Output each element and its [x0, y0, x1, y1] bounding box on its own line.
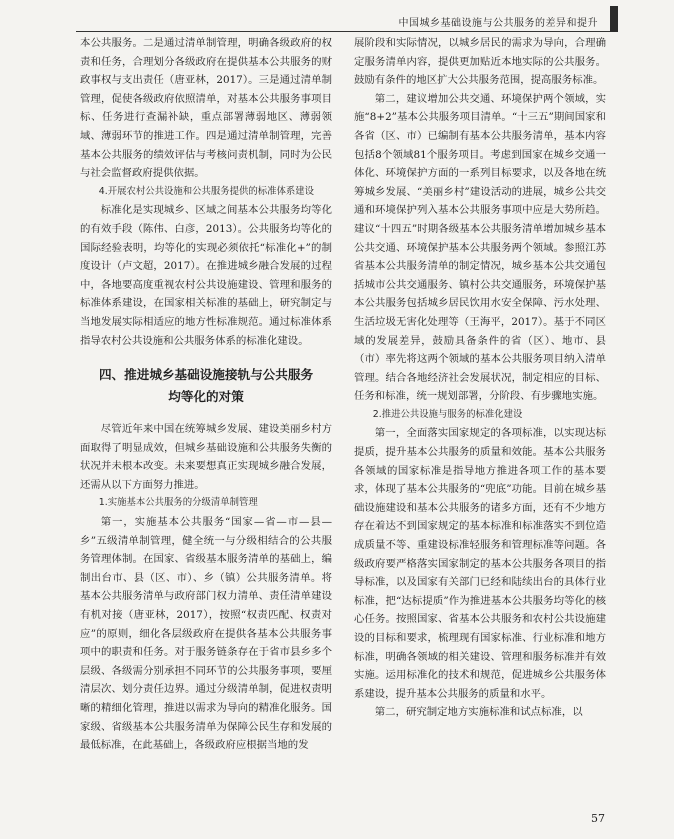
- right-column: [354, 34, 606, 722]
- section-heading-line: 均等化的对策: [168, 389, 244, 405]
- header-edge-tab: [610, 6, 618, 32]
- paragraph: 第一，实施基本公共服务“国家—省—市—县—乡”五级清单制管理，健全统一与分级相结合的公共服务管理体制。在国家、省级基本服务清单的基础上，编制出台市、县（区、市）、乡（镇）公共服务清单。将基本公共服务清单与政府部门权力清单、责任清单建设有机对接（唐亚林，2017），按照“权责匹配、权责对应”的原则，细化各层级政府在提供各基本公共服务事项中的职责和任务。对于服务链条存在于省市县乡多个层级、各级需分别承担不同环节的公共服务事项，要厘清层次、划分责任边界。通过分级清单制，促进权责明晰的精细化管理，推进以需求为导向的精准化服务。国家级、省级基本公共服务清单为保障公民生存和发展的最低标准，在此基础上，各级政府应根据当地的发: [80, 516, 332, 752]
- paragraph: 标准化是实现城乡、区域之间基本公共服务均等化的有效手段（陈伟、白彦，2013）。公共服务均等化的国际经验表明，均等化的实现必须依托“标准化+”的制度设计（卢文超，2017）。在推进城乡融合发展的过程中，各地要高度重视农村公共设施建设、管理和服务的标准体系建设，在国家相关标准的基础上，研究制定与当地发展实际相适应的地方性标准规范。通过标准体系指导农村公共设施和公共服务体系的标准化建设。: [80, 204, 332, 347]
- paragraph: 本公共服务。二是通过清单制管理，明确各级政府的权责和任务，合理划分各级政府在提供基本公共服务的财政事权与支出责任（唐亚林，2017）。三是通过清单制管理，促使各级政府依照清单，对基本公共服务事项目标、任务进行查漏补缺，重点部署薄弱地区、薄弱领域、薄弱环节的推进工作。四是通过清单制管理，完善基本公共服务的绩效评估与考核问责机制，同时为公民与社会监督政府提供依据。: [80, 37, 332, 180]
- section-heading-line: 四、推进城乡基础设施接轨与公共服务: [98, 367, 314, 383]
- section-heading: [80, 364, 332, 408]
- paragraph: 尽管近年来中国在统筹城乡发展、建设美丽乡村方面取得了明显成效，但城乡基础设施和公共服务失衡的状况并未根本改变。未来要想真正实现城乡融合发展，还需从以下方面努力推进。: [80, 423, 332, 491]
- left-column: [80, 34, 332, 755]
- subsection-heading: 2.推进公共设施与服务的标准化建设: [372, 408, 523, 420]
- page-number: 57: [591, 812, 605, 825]
- running-header: [76, 6, 610, 32]
- subsection-heading: 4.开展农村公共设施和公共服务提供的标准体系建设: [98, 185, 314, 197]
- paragraph: 第二，研究制定地方实施标准和试点标准，以: [374, 706, 583, 719]
- running-header-title: 中国城乡基础设施与公共服务的差异和提升: [398, 18, 598, 29]
- subsection-heading: 1.实施基本公共服务的分级清单制管理: [98, 497, 258, 509]
- paragraph: 第一，全面落实国家规定的各项标准，以实现达标提质，提升基本公共服务的质量和效能。基本公共服务各领域的国家标准是指导地方推进各项工作的基本要求，体现了基本公共服务的“兜底”功能。目前在城乡基础设施建设和基本公共服务的诸多方面，还有不少地方存在着达不到国家规定的基本标准和标准落实不到位造成质量不等、重建设标准轻服务和管理标准等问题。各级政府要严格落实国家制定的基本公共服务各项目的指导标准，以及国家有关部门已经和陆续出台的具体行业标准，把“达标提质”作为推进基本公共服务均等化的核心任务。按照国家、省基本公共服务和农村公共设施建设的目标和要求，梳理现有国家标准、行业标准和地方标准，明确各领域的相关建设、管理和服务标准并有效实施。运用标准化的技术和规范，促进城乡公共服务体系建设，提升基本公共服务的质量和水平。: [354, 427, 606, 700]
- paragraph: 第二，建议增加公共交通、环境保护两个领域，实施“8+2”基本公共服务项目清单。“十三五”期间国家和各省（区、市）已编制有基本公共服务清单，基本内容包括8个领域81个服务项目。考虑到国家在城乡交通一体化、环境保护方面的一系列目标要求，以及各地在统筹城乡发展、“美丽乡村”建设活动的进展，城乡公共交通和环境保护列入基本公共服务事项中应是大势所趋。建议“十四五”时期各级基本公共服务清单增加城乡基本公共交通、环境保护基本公共服务两个领域。参照江苏省基本公共服务清单的制定情况，城乡基本公共交通包括城市公共交通服务、镇村公共交通服务，环境保护基本公共服务包括城乡居民饮用水安全保障、污水处理、生活垃圾无害化处理等（王海平，2017）。基于不同区域的发展差异，鼓励具备条件的省（区）、地市、县（市）率先将这两个领域的基本公共服务项目纳入清单管理。结合各地经济社会发展状况，制定相应的目标、任务和标准，统一规划部署，分阶段、有步骤地实施。: [354, 92, 606, 403]
- paragraph: 展阶段和实际情况，以城乡居民的需求为导向，合理确定服务清单内容，提供更加贴近本地实际的公共服务。鼓励有条件的地区扩大公共服务范围，提高服务标准。: [354, 37, 606, 87]
